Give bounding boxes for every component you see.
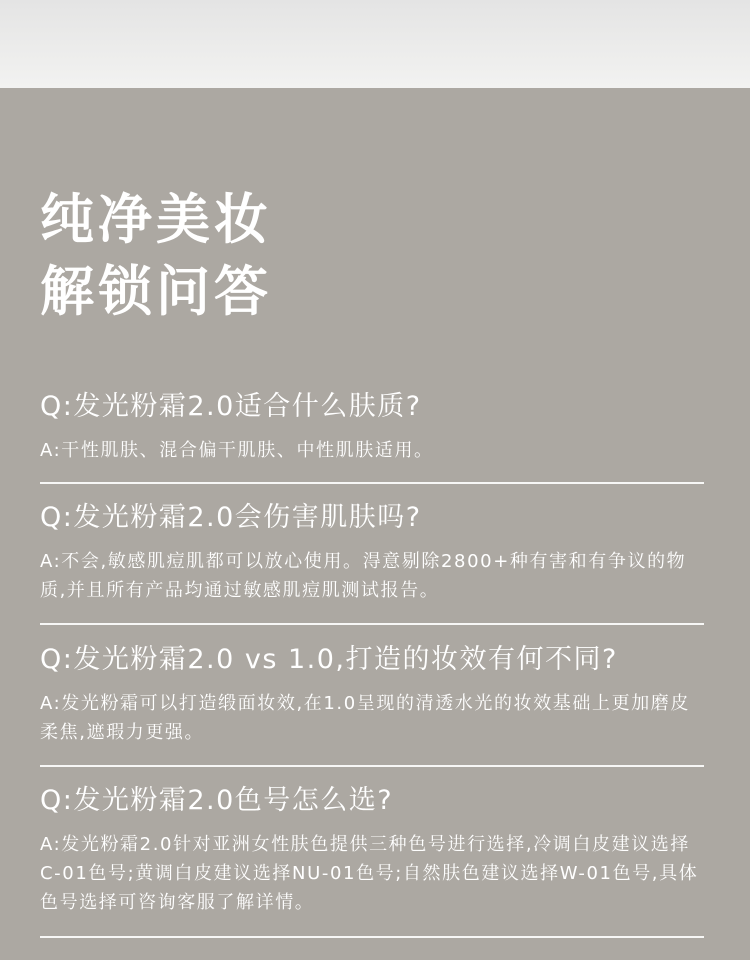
faq-item-1 — [40, 390, 706, 465]
faq-question: Q:发光粉霜2.0适合什么肤质? — [40, 391, 422, 422]
section-title-line-1: 纯净美妆 — [40, 188, 272, 251]
faq-divider — [40, 936, 704, 938]
faq-item-3 — [40, 643, 706, 747]
faq-item-4 — [40, 784, 706, 917]
faq-question: Q:发光粉霜2.0会伤害肌肤吗? — [40, 502, 422, 533]
faq-item-2 — [40, 501, 706, 605]
faq-question: Q:发光粉霜2.0色号怎么选? — [40, 785, 394, 816]
faq-divider — [40, 623, 704, 625]
faq-question: Q:发光粉霜2.0 vs 1.0,打造的妆效有何不同? — [40, 644, 618, 675]
section-title — [40, 184, 272, 328]
top-image-band — [0, 0, 750, 88]
faq-divider — [40, 765, 704, 767]
faq-answer: A:干性肌肤、混合偏干肌肤、中性肌肤适用。 — [40, 440, 434, 461]
faq-answer: A:发光粉霜2.0针对亚洲女性肤色提供三种色号进行选择,冷调白皮建议选择C-01色号;黄调白皮建议选择NU-01色号;自然肤色建议选择W-01色号,具体色号选择可咨询客服了解详情。 — [40, 834, 699, 913]
faq-answer: A:发光粉霜可以打造缎面妆效,在1.0呈现的清透水光的妆效基础上更加磨皮柔焦,遮瑕力更强。 — [40, 693, 691, 743]
section-title-line-2: 解锁问答 — [40, 260, 272, 323]
faq-answer: A:不会,敏感肌痘肌都可以放心使用。淂意剔除2800+种有害和有争议的物质,并且所有产品均通过敏感肌痘肌测试报告。 — [40, 551, 687, 601]
faq-divider — [40, 482, 704, 484]
faq-section — [0, 88, 750, 960]
